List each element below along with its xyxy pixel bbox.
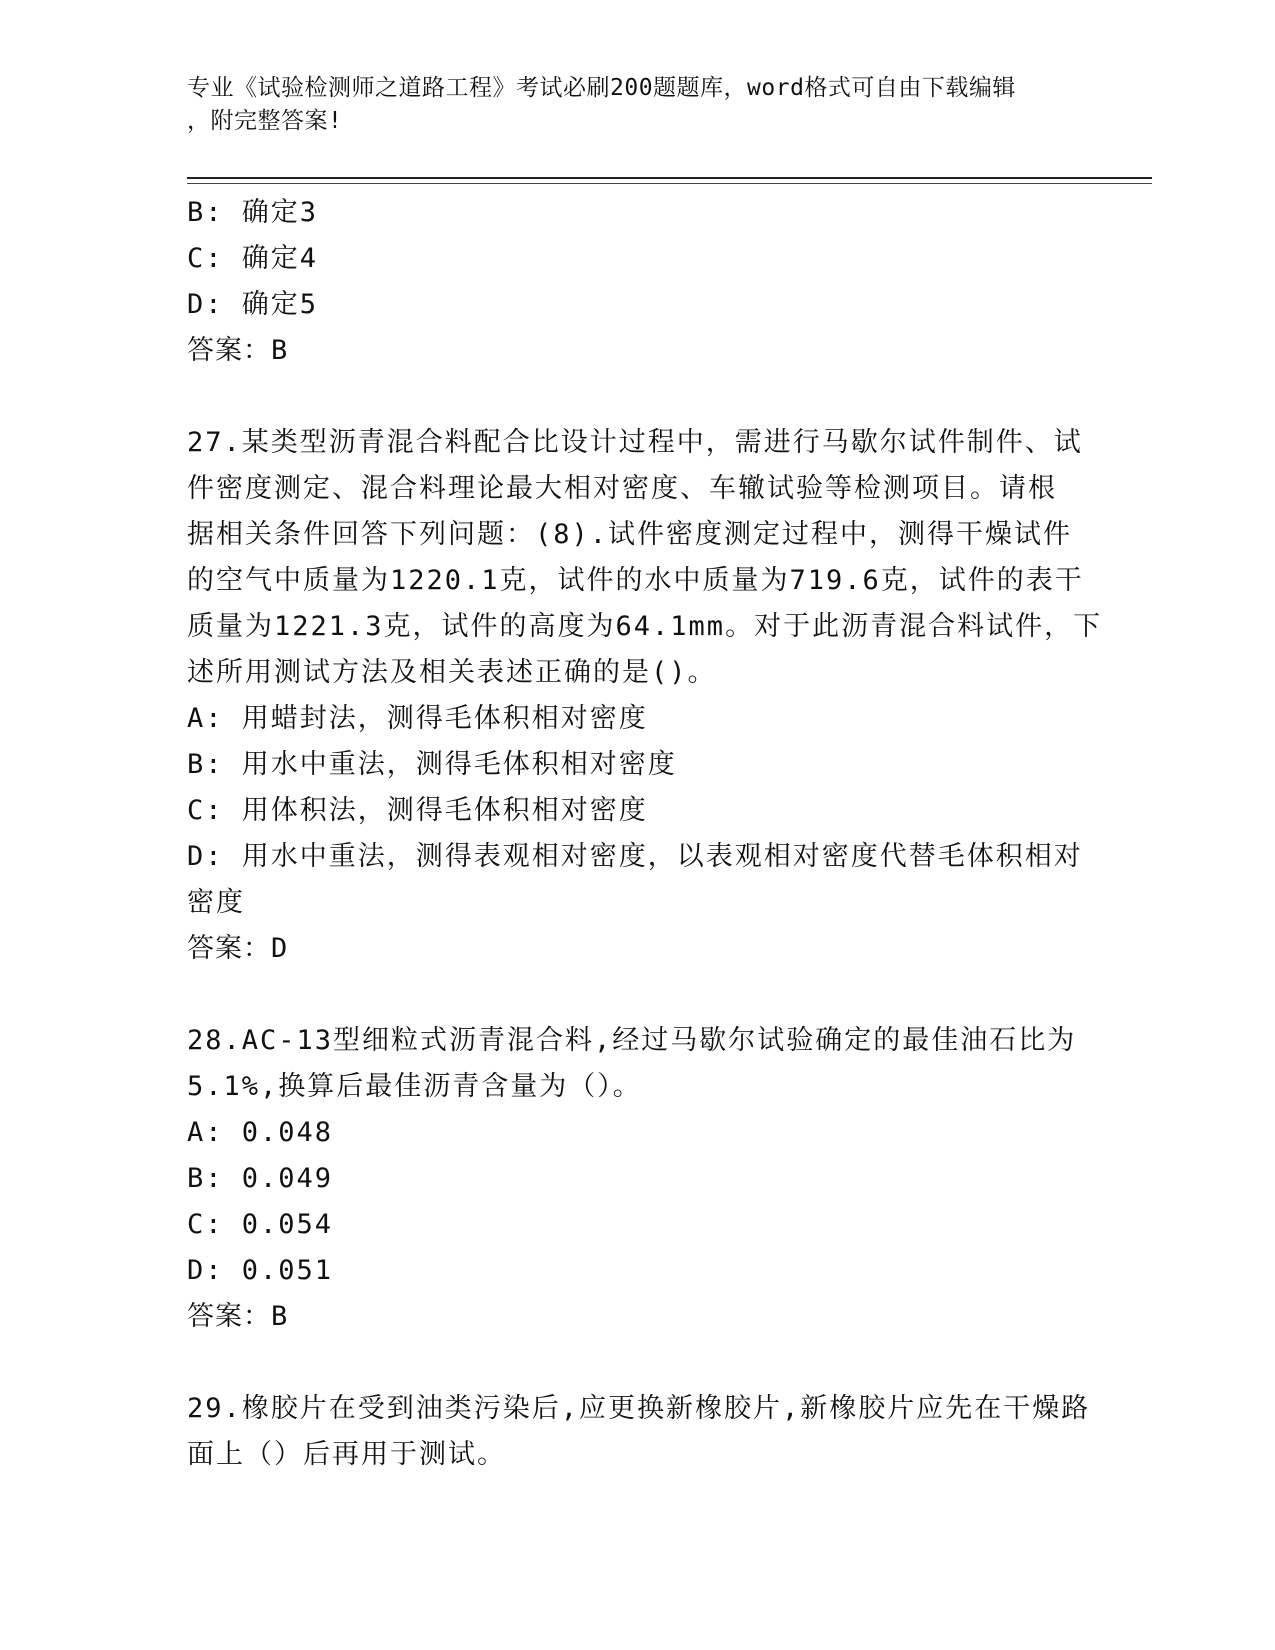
question-27	[187, 420, 1103, 972]
option-a: A: 用蜡封法，测得毛体积相对密度	[187, 703, 648, 734]
question-text-line: 的空气中质量为1220.1克，试件的水中质量为719.6克，试件的表干	[187, 565, 1084, 596]
question-29	[187, 1386, 1091, 1478]
option-c: C: 用体积法，测得毛体积相对密度	[187, 795, 648, 826]
spacer	[187, 1340, 1087, 1386]
option-c: C: 确定4	[187, 243, 319, 274]
answer-line: 答案：B	[187, 1301, 289, 1332]
header-title-line-1: 专业《试验检测师之道路工程》考试必刷200题题库，word格式可自由下载编辑	[187, 75, 1016, 101]
question-text-line: 5.1%,换算后最佳沥青含量为（）。	[187, 1071, 642, 1102]
question-text-line: 27.某类型沥青混合料配合比设计过程中，需进行马歇尔试件制件、试	[187, 427, 1083, 458]
option-d: D: 确定5	[187, 289, 319, 320]
question-text-line: 29.橡胶片在受到油类污染后,应更换新橡胶片,新橡胶片应先在干燥路	[187, 1393, 1091, 1424]
answer-line: 答案：D	[187, 933, 289, 964]
header-divider-thick	[187, 177, 1152, 179]
previous-question	[187, 190, 1087, 374]
question-text-line: 件密度测定、混合料理论最大相对密度、车辙试验等检测项目。请根	[187, 473, 1057, 504]
option-b: B: 0.049	[187, 1163, 334, 1194]
header-title-line-2: ，附完整答案!	[187, 108, 343, 134]
option-b: B: 用水中重法，测得毛体积相对密度	[187, 749, 677, 780]
option-b: B: 确定3	[187, 197, 319, 228]
spacer	[187, 374, 1087, 420]
question-text-line: 述所用测试方法及相关表述正确的是()。	[187, 657, 717, 688]
answer-line: 答案：B	[187, 335, 289, 366]
question-text-line: 面上（）后再用于测试。	[187, 1439, 506, 1470]
option-a: A: 0.048	[187, 1117, 334, 1148]
spacer	[187, 972, 1087, 1018]
option-c: C: 0.054	[187, 1209, 334, 1240]
option-d: D: 0.051	[187, 1255, 334, 1286]
page-header	[187, 72, 1087, 138]
question-text-line: 据相关条件回答下列问题：(8).试件密度测定过程中，测得干燥试件	[187, 519, 1073, 550]
option-d-continued: 密度	[187, 887, 245, 918]
question-28	[187, 1018, 1087, 1340]
question-text-line: 28.AC-13型细粒式沥青混合料,经过马歇尔试验确定的最佳油石比为	[187, 1025, 1077, 1056]
option-d: D: 用水中重法，测得表观相对密度，以表观相对密度代替毛体积相对	[187, 841, 1083, 872]
question-text-line: 质量为1221.3克，试件的高度为64.1mm。对于此沥青混合料试件，下	[187, 611, 1103, 642]
header-divider-thin	[187, 183, 1152, 184]
question-content	[187, 190, 1103, 1478]
